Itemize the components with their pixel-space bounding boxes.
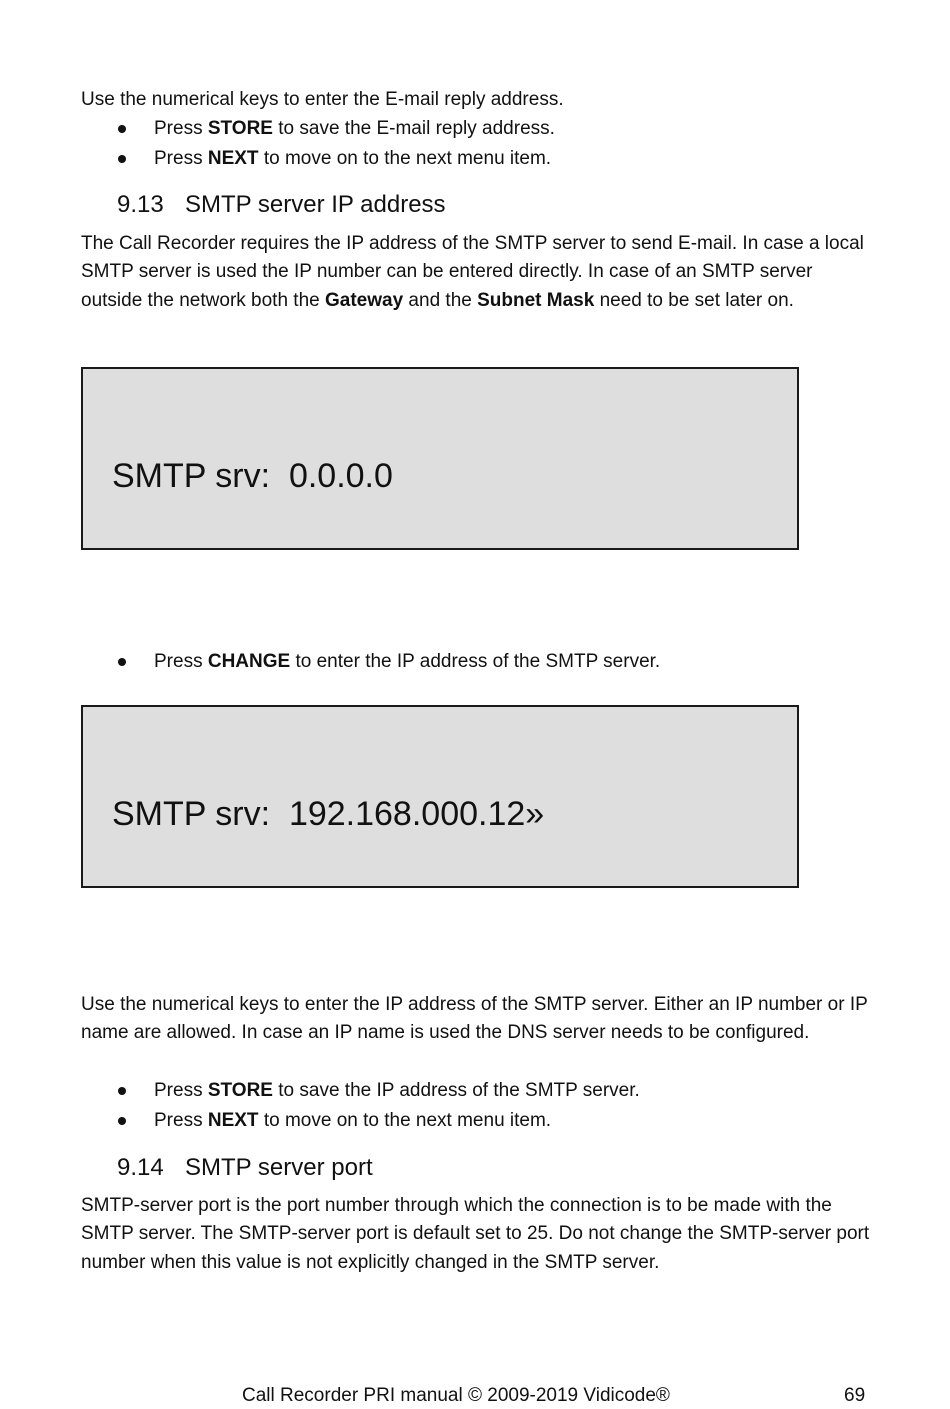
- lcd-display-default: [81, 367, 799, 550]
- list-item: Press STORE to save the IP address of the SMTP server.: [81, 1076, 871, 1106]
- store-next-bullet-list: [81, 1076, 871, 1136]
- lcd-text: SMTP srv: 192.168.000.12»: [112, 795, 545, 833]
- list-item: Press CHANGE to enter the IP address of the SMTP server.: [81, 647, 871, 677]
- change-bullet-list: [81, 647, 871, 677]
- key-label: CHANGE: [207, 651, 291, 672]
- section-title: SMTP server IP address: [185, 191, 446, 218]
- section-number: 9.13: [117, 191, 164, 218]
- section-heading-9-14: [117, 1153, 373, 1183]
- section-title: SMTP server port: [185, 1154, 373, 1181]
- section-number: 9.14: [117, 1154, 164, 1181]
- intro-bullet-list: [81, 114, 871, 174]
- smtp-ip-description: The Call Recorder requires the IP address of the SMTP server to send E-mail. In case a local SMTP server is used the IP number can be entered directly. In case of an SMTP server outside the network both the Gateway and the Subnet Mask need to be set later on.: [81, 233, 864, 311]
- footer-text: Call Recorder PRI manual © 2009-2019 Vidicode®: [242, 1385, 670, 1406]
- key-label: STORE: [207, 1080, 273, 1101]
- key-label: STORE: [207, 118, 273, 139]
- key-label: NEXT: [207, 148, 259, 169]
- lcd-display-edit: [81, 705, 799, 888]
- key-label: NEXT: [207, 1110, 259, 1131]
- smtp-port-description: SMTP-server port is the port number through which the connection is to be made with the SMTP server. The SMTP-server port is default set to 25. Do not change the SMTP-server port number when this value is not explicitly changed in the SMTP server.: [81, 1195, 870, 1273]
- gateway-term: Gateway: [325, 289, 404, 311]
- list-item: Press NEXT to move on to the next menu item.: [81, 144, 871, 174]
- intro-text: Use the numerical keys to enter the E-mail reply address.: [81, 89, 564, 110]
- page-number: 69: [844, 1385, 866, 1406]
- lcd-text: SMTP srv: 0.0.0.0: [112, 457, 393, 495]
- section-heading-9-13: [117, 190, 446, 220]
- smtp-ip-entry-text: Use the numerical keys to enter the IP address of the SMTP server. Either an IP number or IP name are allowed. In case an IP name is used the DNS server needs to be configured.: [81, 994, 868, 1044]
- list-item: Press NEXT to move on to the next menu item.: [81, 1106, 871, 1136]
- list-item: Press STORE to save the E-mail reply address.: [81, 114, 871, 144]
- subnet-mask-term: Subnet Mask: [477, 289, 595, 311]
